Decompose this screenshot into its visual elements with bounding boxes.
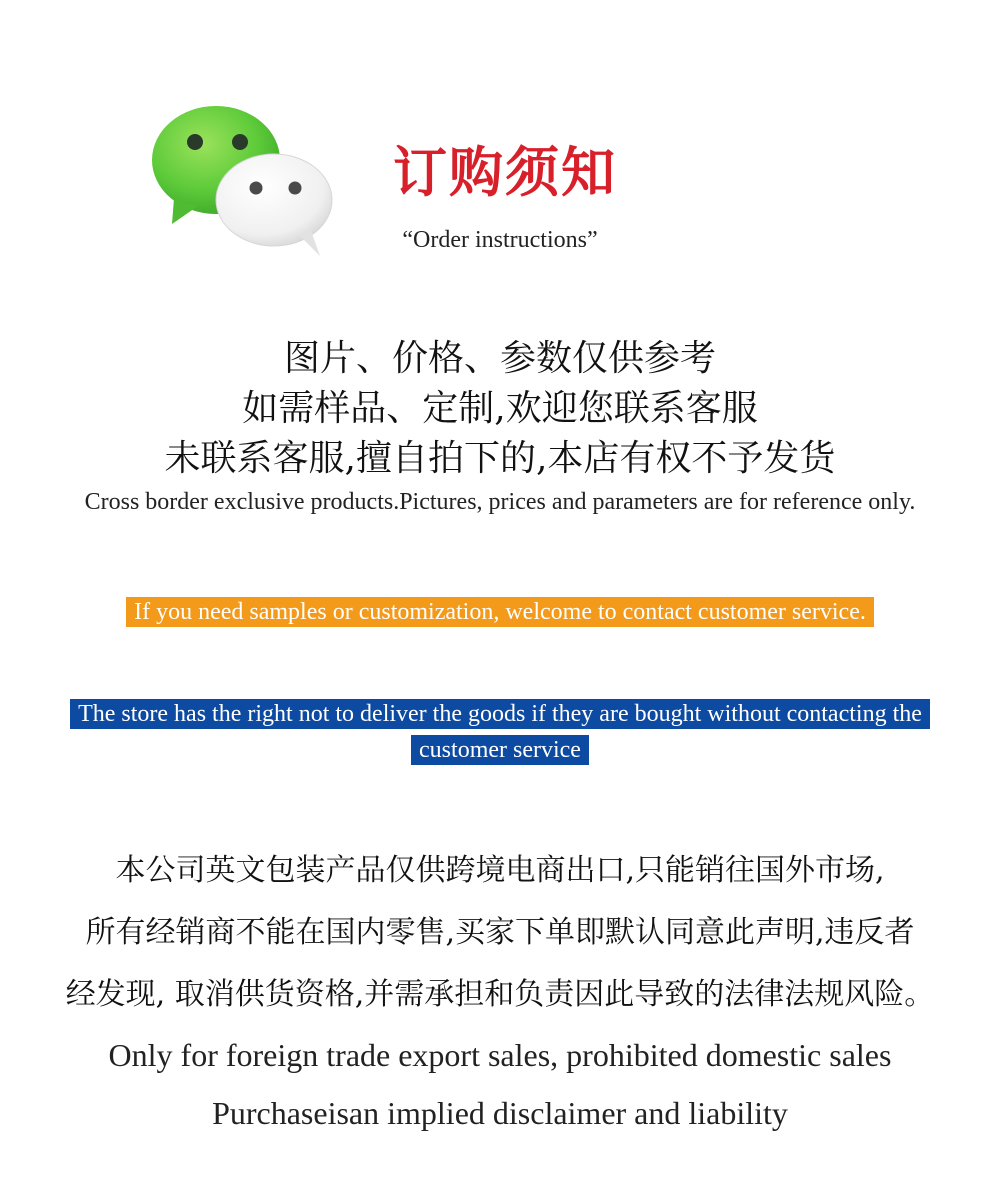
legal-en-line: Purchaseisan implied disclaimer and liability: [212, 1095, 788, 1131]
legal-en-block: [0, 1026, 1000, 1142]
notice-en-text: Cross border exclusive products.Pictures, prices and parameters are for reference only.: [84, 489, 916, 515]
notice-cn-block: [0, 334, 1000, 484]
notice-cn-line: 如需样品、定制,欢迎您联系客服: [242, 388, 758, 429]
notice-cn-line: 图片、价格、参数仅供参考: [283, 338, 716, 379]
legal-cn-line: 所有经销商不能在国内零售,买家下单即默认同意此声明,违反者: [85, 915, 915, 950]
page-subtitle: “Order instructions”: [402, 227, 598, 253]
legal-cn-line: 经发现, 取消供货资格,并需承担和负责因此导致的法律法规风险。: [65, 977, 935, 1012]
samples-notice-banner: [40, 594, 960, 630]
notice-cn-line: 未联系客服,擅自拍下的,本店有权不予发货: [164, 438, 836, 479]
legal-cn-line: 本公司英文包装产品仅供跨境电商出口,只能销往国外市场,: [115, 853, 885, 888]
delivery-notice-banner: [40, 696, 960, 768]
legal-en-line: Only for foreign trade export sales, prohibited domestic sales: [108, 1037, 892, 1073]
delivery-notice-text: The store has the right not to deliver the goods if they are bought without contacting the customer service: [70, 699, 930, 765]
page-title: 订购须知: [393, 140, 617, 204]
samples-notice-text: If you need samples or customization, welcome to contact customer service.: [126, 597, 874, 627]
legal-cn-block: [0, 840, 1000, 1026]
